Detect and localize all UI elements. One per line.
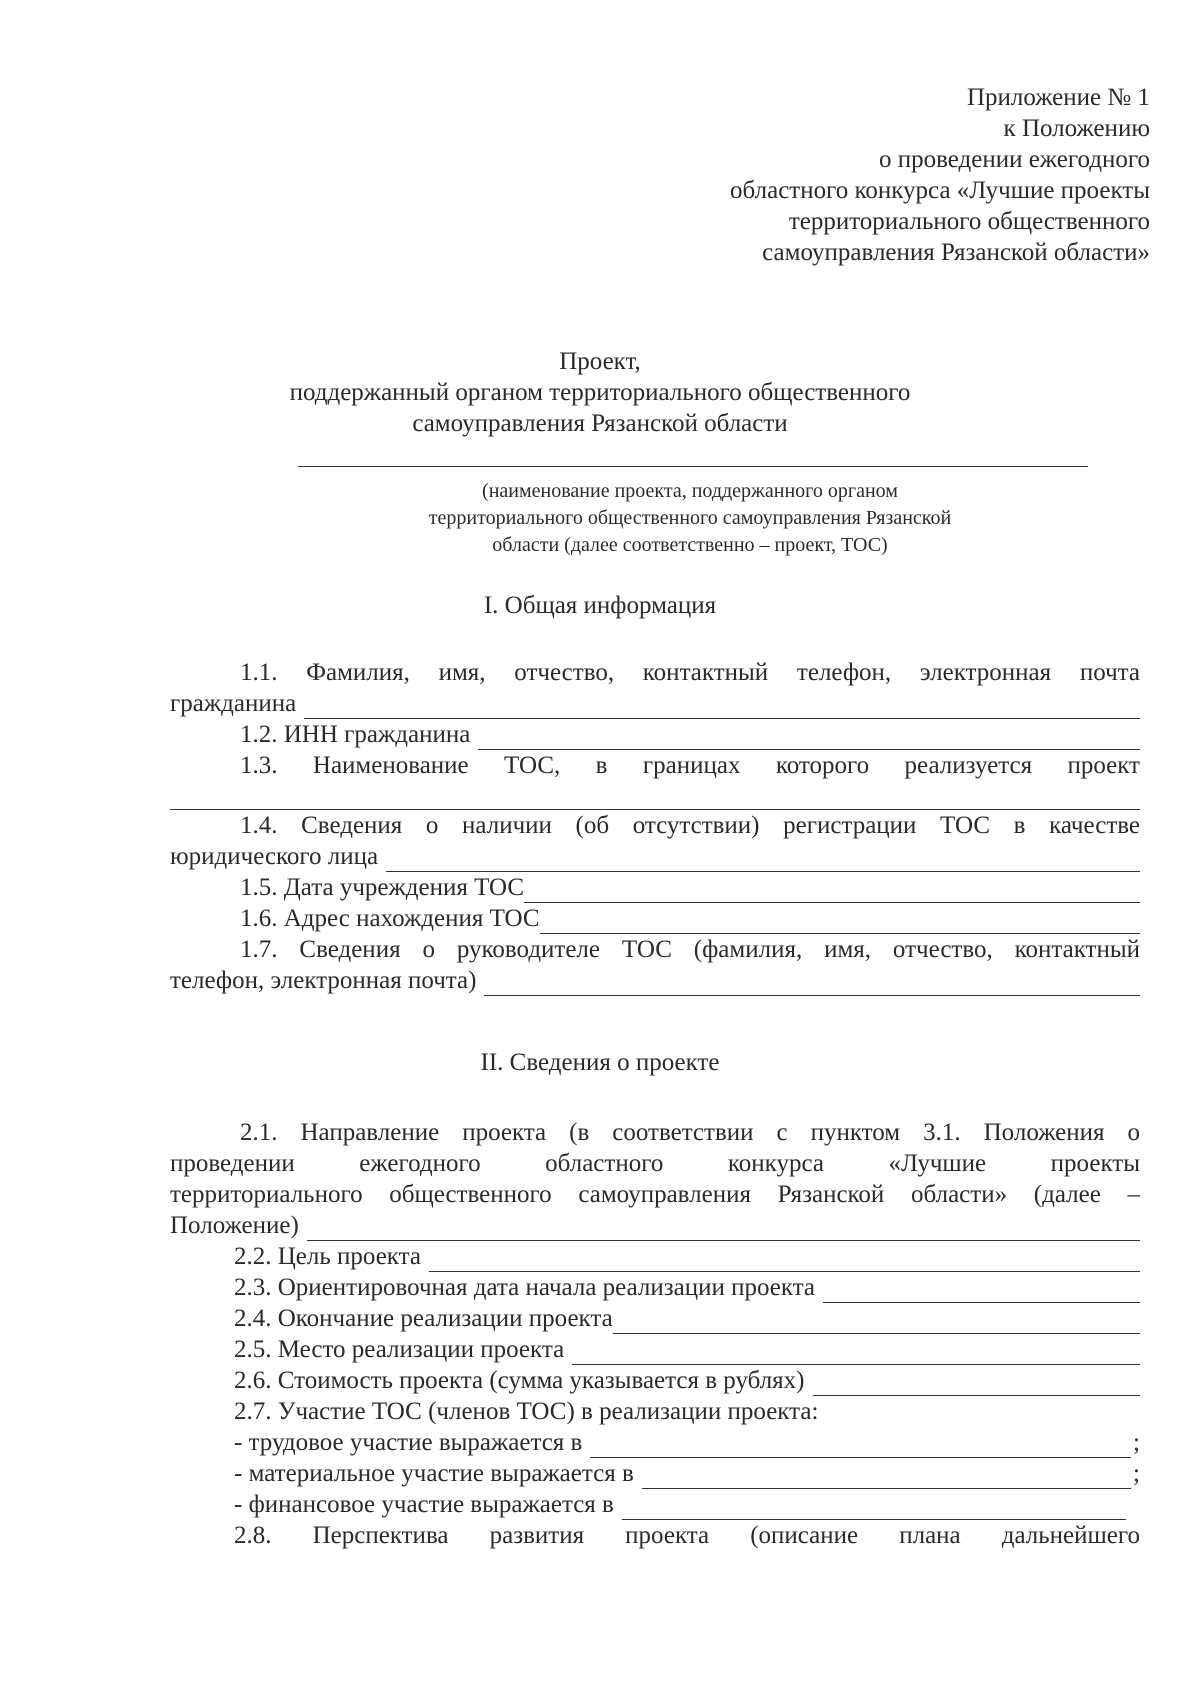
material-participation-label: - материальное участие выражается в [234,1460,634,1487]
item-1-3-text: 1.3. Наименование ТОС, в границах которого реализуется проект [240,752,1140,779]
semicolon: ; [1133,1460,1140,1487]
inn-blank[interactable] [478,725,1140,750]
material-participation-row [170,1458,1140,1489]
note-line: области (далее соответственно – проект, ТОС) [492,534,888,556]
item-1-4-text: 1.4. Сведения о наличии (об отсутствии) регистрации ТОС в качестве [240,812,1140,839]
title-line: самоуправления Рязанской области [412,410,788,437]
item-1-2-row [170,719,1140,750]
semicolon: ; [1133,1429,1140,1456]
annex-line: о проведении ежегодного [878,146,1150,173]
start-date-blank[interactable] [823,1278,1140,1303]
title-line: поддержанный органом территориального общественного [289,379,911,406]
project-name-note [330,478,1050,559]
annex-header [730,82,1150,268]
annex-line: территориального общественного [788,208,1150,235]
section-2-heading: II. Сведения о проекте [480,1049,720,1076]
item-1-4-label: юридического лица [170,843,379,870]
citizen-info-blank[interactable] [304,694,1140,719]
financial-participation-label: - финансовое участие выражается в [234,1491,614,1518]
item-1-7-row [170,965,1140,996]
project-name-blank[interactable] [298,466,1088,467]
labor-participation-label: - трудовое участие выражается в [234,1429,583,1456]
item-2-7-row [170,1396,1140,1427]
item-1-1-label: гражданина [170,690,297,717]
leader-info-blank[interactable] [484,971,1140,996]
item-1-1-text: 1.1. Фамилия, имя, отчество, контактный телефон, электронная почта [240,659,1140,686]
annex-line: самоуправления Рязанской области» [762,239,1150,266]
item-1-5-row [170,872,1140,903]
item-2-4-label: 2.4. Окончание реализации проекта [234,1305,613,1332]
item-1-2-label: 1.2. ИНН гражданина [240,721,471,748]
title-line: Проект, [559,348,641,375]
annex-line: областного конкурса «Лучшие проекты [730,177,1150,204]
labor-participation-row [170,1427,1140,1458]
note-line: (наименование проекта, поддержанного органом [482,480,898,502]
item-2-1-row [170,1210,1140,1241]
document-title [150,346,1050,439]
place-blank[interactable] [572,1340,1140,1365]
section-1-heading: I. Общая информация [483,592,717,619]
goal-blank[interactable] [429,1247,1140,1272]
item-2-3-row [170,1272,1140,1303]
item-1-7-label: телефон, электронная почта) [170,967,477,994]
annex-line: к Положению [1003,115,1150,142]
note-line: территориального общественного самоуправления Рязанской [428,507,952,529]
item-1-6-label: 1.6. Адрес нахождения ТОС [240,905,540,932]
item-2-8-text: 2.8. Перспектива развития проекта (описание плана дальнейшего [234,1522,1140,1549]
item-1-1-row [170,688,1140,719]
direction-blank[interactable] [307,1216,1140,1241]
item-1-6-row [170,903,1140,934]
section-2-body [170,1117,1140,1551]
item-2-7-label: 2.7. Участие ТОС (членов ТОС) в реализации проекта: [234,1398,819,1425]
item-1-5-label: 1.5. Дата учреждения ТОС [240,874,525,901]
item-2-2-row [170,1241,1140,1272]
item-2-1-line-2: проведении ежегодного областного конкурса «Лучшие проекты [170,1150,1140,1177]
cost-blank[interactable] [813,1371,1140,1396]
item-2-1-line-3: территориального общественного самоуправления Рязанской области» (далее – [170,1181,1140,1208]
item-2-3-label: 2.3. Ориентировочная дата начала реализации проекта [234,1274,816,1301]
annex-line: Приложение № 1 [966,84,1150,111]
section-1-body [170,657,1140,996]
material-participation-blank[interactable] [642,1464,1131,1489]
item-2-1-label: Положение) [170,1212,299,1239]
item-2-4-row [170,1303,1140,1334]
item-2-6-row [170,1365,1140,1396]
item-2-1-line-1: 2.1. Направление проекта (в соответствии с пунктом 3.1. Положения о [240,1119,1140,1146]
item-2-2-label: 2.2. Цель проекта [234,1243,421,1270]
financial-participation-blank[interactable] [622,1495,1126,1520]
registration-blank[interactable] [386,847,1140,872]
labor-participation-blank[interactable] [590,1433,1131,1458]
end-date-blank[interactable] [613,1309,1140,1334]
item-1-4-row [170,841,1140,872]
item-1-7-text: 1.7. Сведения о руководителе ТОС (фамилия, имя, отчество, контактный [240,936,1140,963]
item-2-5-row [170,1334,1140,1365]
founding-date-blank[interactable] [524,878,1140,903]
address-blank[interactable] [540,909,1140,934]
financial-participation-row [170,1489,1140,1520]
item-2-5-label: 2.5. Место реализации проекта [234,1336,565,1363]
tos-name-blank[interactable] [170,781,1140,810]
item-2-6-label: 2.6. Стоимость проекта (сумма указывается в рублях) [234,1367,805,1394]
